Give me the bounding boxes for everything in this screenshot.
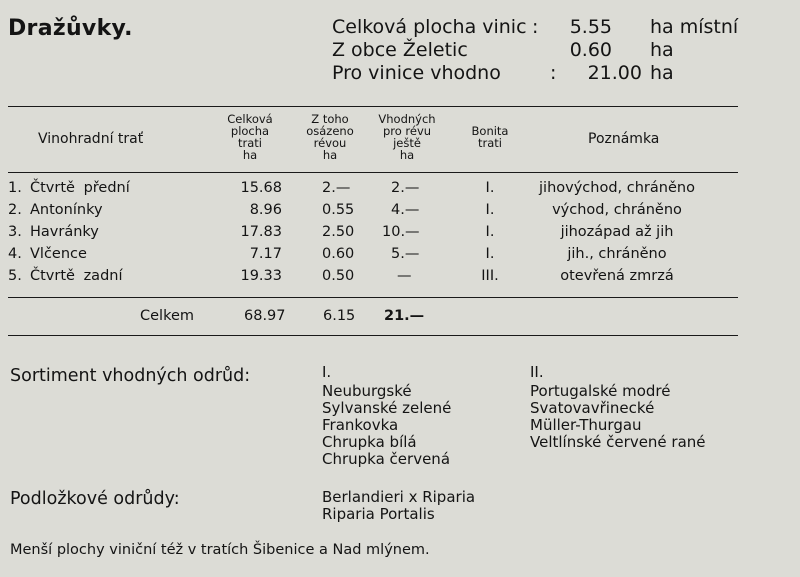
total-osazeno: 6.15 xyxy=(323,308,356,324)
summary-label: Z obce Želetic xyxy=(332,39,468,61)
header-line: plocha xyxy=(230,124,270,138)
variety-group-1 xyxy=(322,364,451,468)
row-osazeno: 0.50 xyxy=(322,268,355,284)
header-line: Z toho xyxy=(311,112,349,126)
list-item: Portugalské modré xyxy=(530,382,671,400)
table-row xyxy=(0,224,800,245)
header-line: Bonita xyxy=(471,124,509,138)
header-line: trati xyxy=(238,136,262,150)
footnote: Menší plochy viniční též v tratích Šibenice a Nad mlýnem. xyxy=(10,542,430,558)
row-vhodnych: 5.— xyxy=(391,246,420,262)
row-plocha: 15.68 xyxy=(240,180,282,196)
header-line: ha xyxy=(399,148,415,162)
header-bonita xyxy=(462,125,518,149)
table-row xyxy=(0,268,800,289)
row-poznamka: východ, chráněno xyxy=(552,202,682,218)
row-vhodnych: 2.— xyxy=(391,180,420,196)
summary-colon: : xyxy=(532,16,539,38)
row-bonita: I. xyxy=(485,224,495,240)
podlozkove-label: Podložkové odrůdy: xyxy=(10,489,180,509)
variety-group-heading: II. xyxy=(530,363,544,381)
row-poznamka: jih., chráněno xyxy=(567,246,667,262)
header-bottom-rule xyxy=(8,172,738,173)
header-trat: Vinohradní trať xyxy=(38,131,144,147)
row-osazeno: 2.50 xyxy=(322,224,355,240)
row-bonita: I. xyxy=(485,202,495,218)
row-vhodnych: 4.— xyxy=(391,202,420,218)
row-poznamka: jihozápad až jih xyxy=(560,224,674,240)
row-plocha: 19.33 xyxy=(240,268,282,284)
summary-unit: ha místní xyxy=(650,16,739,38)
summary-value: 5.55 xyxy=(569,16,612,38)
table-row xyxy=(0,202,800,223)
row-plocha: 8.96 xyxy=(249,202,282,218)
row-name: Havránky xyxy=(30,224,99,240)
row-number: 4. xyxy=(8,246,22,262)
row-vhodnych: — xyxy=(397,268,412,284)
header-line: pro révu xyxy=(382,124,432,138)
list-item: Veltlínské červené rané xyxy=(530,433,706,451)
header-line: ha xyxy=(242,148,258,162)
summary-colon: : xyxy=(550,62,557,84)
header-line: Vhodných xyxy=(378,112,436,126)
list-item: Chrupka červená xyxy=(322,450,451,468)
header-vhodnych xyxy=(370,113,444,161)
row-number: 2. xyxy=(8,202,22,218)
variety-group-2 xyxy=(530,364,706,451)
header-line: osázeno xyxy=(306,124,354,138)
page-title: Dražůvky. xyxy=(8,16,133,41)
row-name: Čtvrtě přední xyxy=(30,180,130,196)
list-item: Neuburgské xyxy=(322,382,412,400)
header-poznamka: Poznámka xyxy=(588,131,660,147)
row-osazeno: 2.— xyxy=(322,180,351,196)
row-name: Vlčence xyxy=(30,246,87,262)
table-bottom-rule xyxy=(8,335,738,336)
row-poznamka: jihovýchod, chráněno xyxy=(539,180,695,196)
summary-unit: ha xyxy=(650,39,674,61)
summary-label: Pro vinice vhodno xyxy=(332,62,501,84)
row-bonita: I. xyxy=(485,246,495,262)
row-poznamka: otevřená zmrzá xyxy=(560,268,674,284)
header-line: trati xyxy=(478,136,502,150)
summary-value: 0.60 xyxy=(569,39,612,61)
header-line: ha xyxy=(322,148,338,162)
sortiment-label: Sortiment vhodných odrůd: xyxy=(10,366,251,386)
variety-group-heading: I. xyxy=(322,363,332,381)
total-plocha: 68.97 xyxy=(244,308,286,324)
total-top-rule xyxy=(8,297,738,298)
header-line: révou xyxy=(313,136,347,150)
table-row xyxy=(0,180,800,201)
row-bonita: I. xyxy=(485,180,495,196)
header-osazeno xyxy=(300,113,360,161)
row-name: Čtvrtě zadní xyxy=(30,268,123,284)
row-plocha: 17.83 xyxy=(240,224,282,240)
list-item: Riparia Portalis xyxy=(322,505,435,523)
list-item: Sylvanské zelené xyxy=(322,399,452,417)
total-vhodnych: 21.— xyxy=(384,308,425,324)
row-plocha: 7.17 xyxy=(249,246,282,262)
list-item: Frankovka xyxy=(322,416,399,434)
summary-value: 21.00 xyxy=(587,62,642,84)
list-item: Chrupka bílá xyxy=(322,433,417,451)
rootstock-list xyxy=(322,489,475,523)
list-item: Müller-Thurgau xyxy=(530,416,642,434)
header-line: Celková xyxy=(227,112,273,126)
row-vhodnych: 10.— xyxy=(382,224,420,240)
row-number: 3. xyxy=(8,224,22,240)
summary-label: Celková plocha vinic xyxy=(332,16,527,38)
summary-unit: ha xyxy=(650,62,674,84)
list-item: Berlandieri x Riparia xyxy=(322,488,476,506)
total-label: Celkem xyxy=(140,308,194,324)
row-number: 1. xyxy=(8,180,22,196)
table-top-rule xyxy=(8,106,738,107)
row-osazeno: 0.55 xyxy=(322,202,355,218)
header-plocha xyxy=(220,113,280,161)
row-osazeno: 0.60 xyxy=(322,246,355,262)
row-number: 5. xyxy=(8,268,22,284)
row-name: Antonínky xyxy=(30,202,103,218)
header-line: ještě xyxy=(393,136,421,150)
row-bonita: III. xyxy=(481,268,499,284)
list-item: Svatovavřinecké xyxy=(530,399,655,417)
table-row xyxy=(0,246,800,267)
